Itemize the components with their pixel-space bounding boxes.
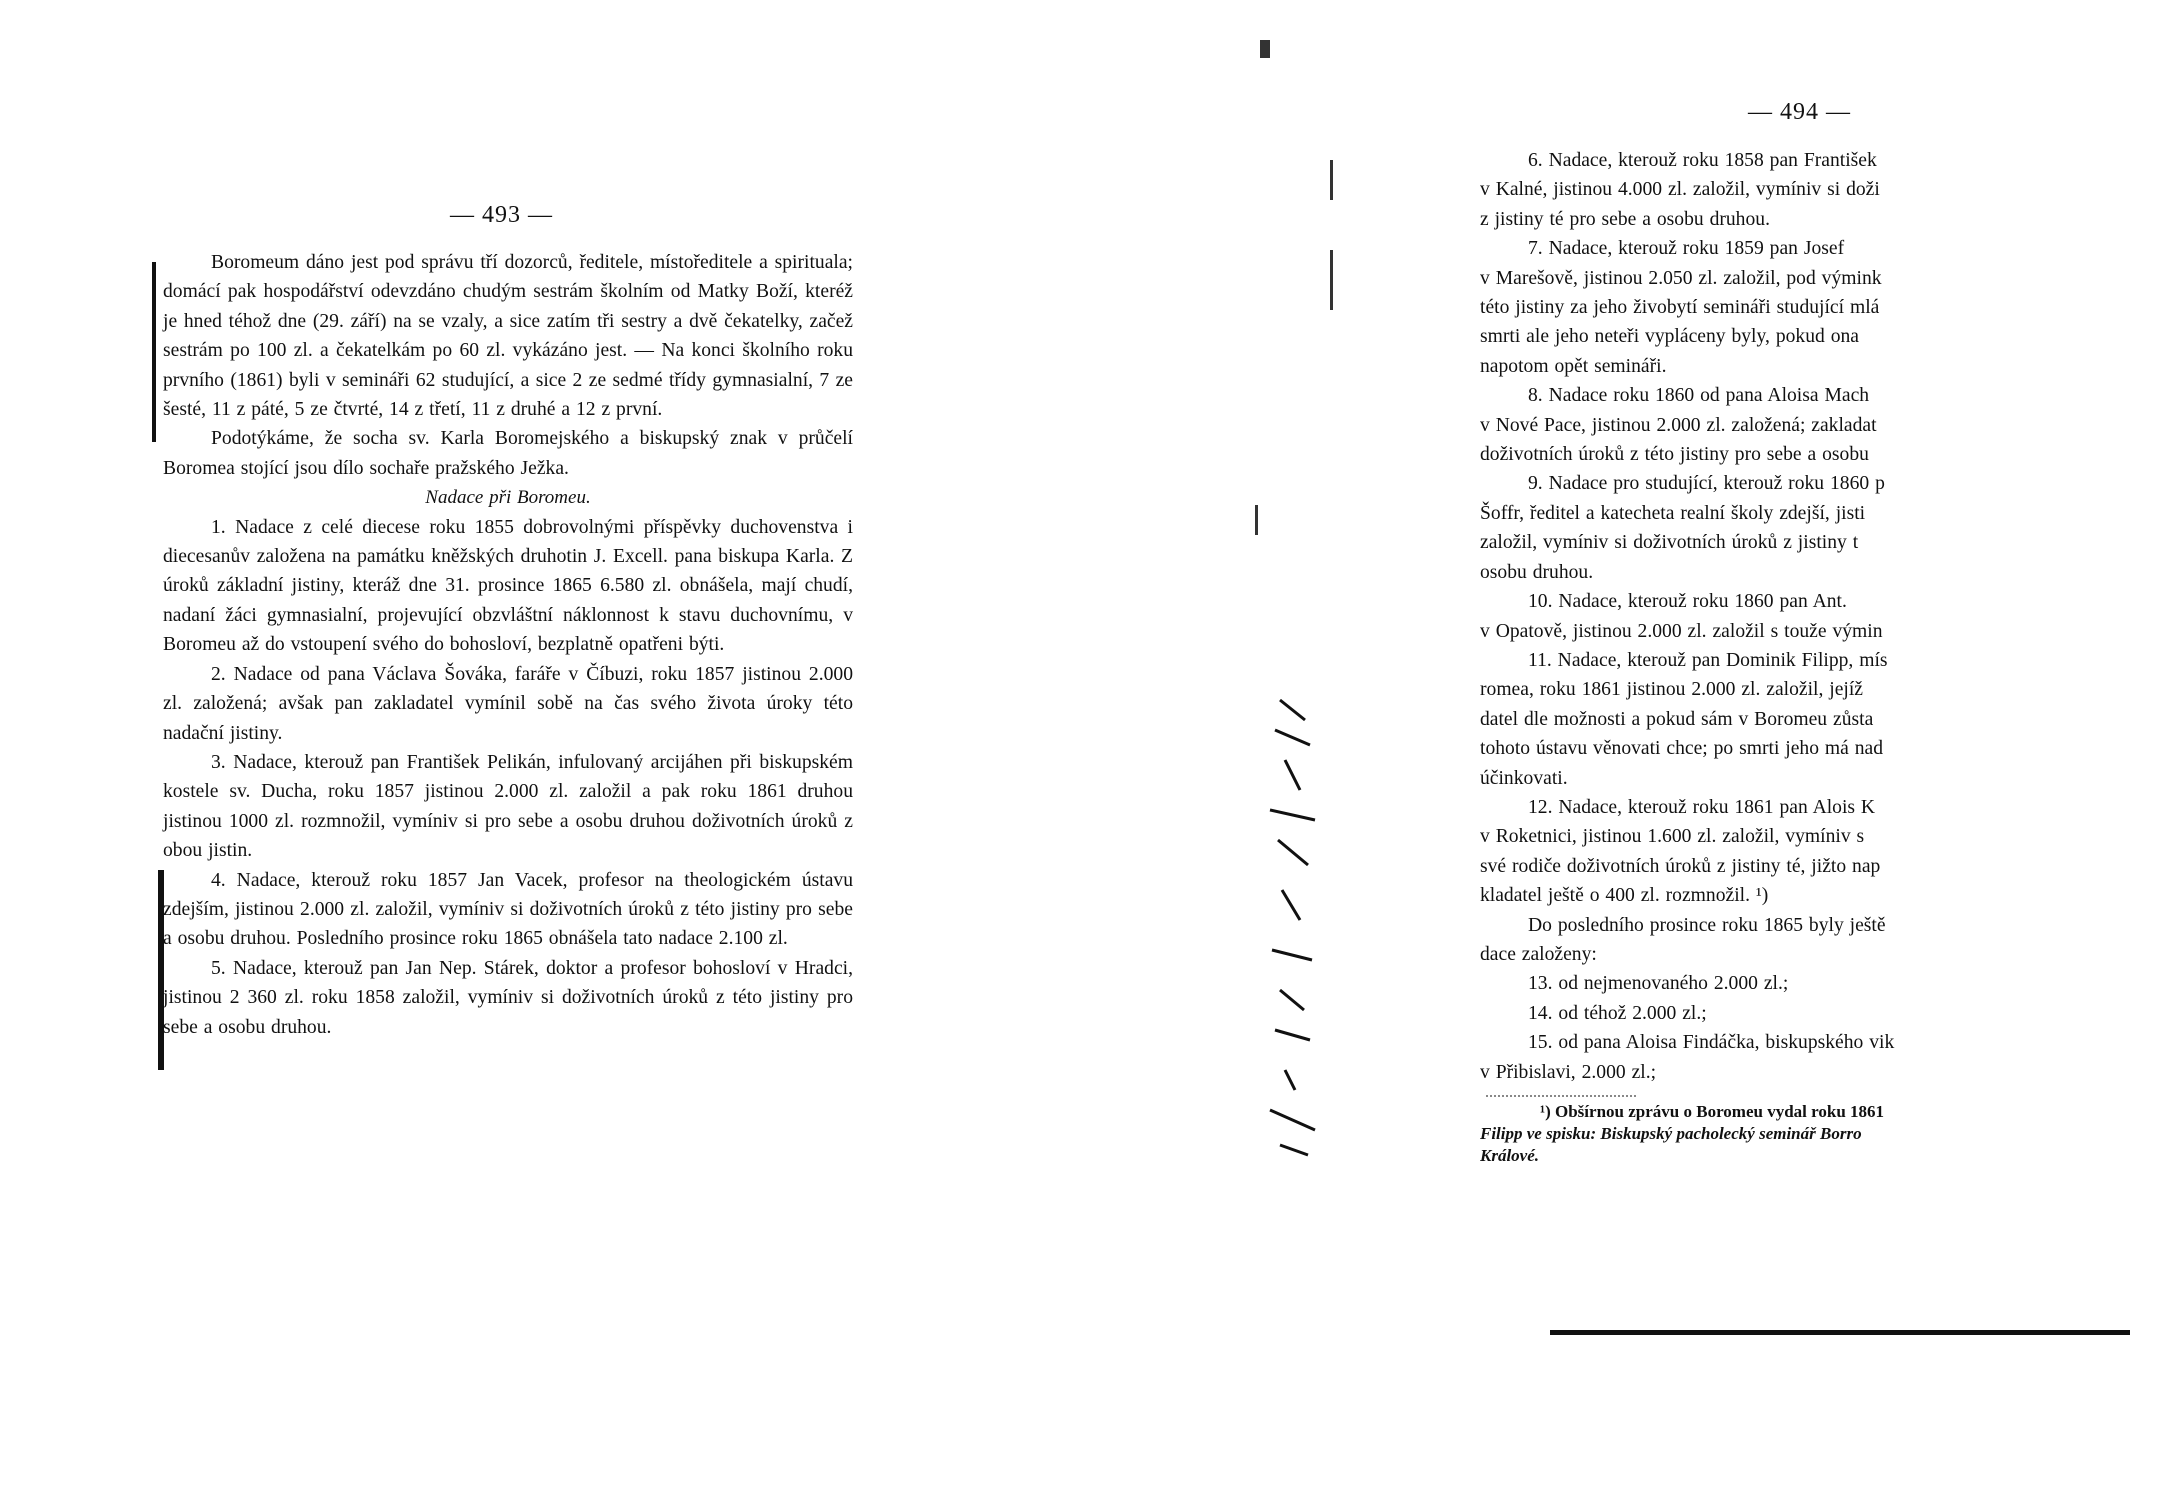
text-line: Šoffr, ředitel a katecheta realní školy zdejší, jisti: [1480, 502, 1866, 524]
text-line: 12. Nadace, kterouž roku 1861 pan Alois K: [1528, 796, 1876, 818]
footnote-line: ¹) Obšírnou zprávu o Boromeu vydal roku 1861: [1540, 1102, 1885, 1121]
text-line: 10. Nadace, kterouž roku 1860 pan Ant.: [1528, 591, 1847, 613]
text-line: dace založeny:: [1480, 943, 1597, 965]
text-line: 15. od pana Aloisa Findáčka, biskupského vik: [1528, 1032, 1895, 1054]
text-line: tohoto ústavu věnovati chce; po smrti jeho má nad: [1480, 738, 1884, 760]
right-text-column: [1480, 146, 2130, 1167]
text-line: v Marešově, jistinou 2.050 zl. založil, pod výmink: [1480, 267, 1882, 289]
margin-mark: [152, 262, 156, 442]
text-line: datel dle možnosti a pokud sám v Boromeu zůsta: [1480, 708, 1874, 730]
text-line: v Nové Pace, jistinou 2.000 zl. založená; zakladat: [1480, 414, 1877, 436]
page-number-493: — 493 —: [450, 202, 553, 228]
text-line: 7. Nadace, kterouž roku 1859 pan Josef: [1528, 238, 1845, 260]
text-line: této jistiny za jeho živobytí semináři studující mlá: [1480, 297, 1880, 319]
text-line: 13. od nejmenovaného 2.000 zl.;: [1528, 973, 1789, 995]
text-line: Do posledního prosince roku 1865 byly ještě: [1528, 914, 1886, 936]
text-line: v Opatově, jistinou 2.000 zl. založil s touže výmin: [1480, 620, 1883, 642]
text-line: v Roketnici, jistinou 1.600 zl. založil, vymíniv s: [1480, 826, 1865, 848]
footnote-line: Králové.: [1480, 1146, 1540, 1165]
left-text-column: [163, 248, 853, 1042]
text-line: kladatel ještě o 400 zl. rozmnožil. ¹): [1480, 885, 1769, 907]
text-line: 9. Nadace pro studující, kterouž roku 1860 p: [1528, 473, 1885, 495]
right-page: [1083, 0, 2166, 1500]
text-line: 11. Nadace, kterouž pan Dominik Filipp, mís: [1528, 649, 1888, 671]
text-line: 8. Nadace roku 1860 od pana Aloisa Mach: [1528, 385, 1870, 407]
text-line: 14. od téhož 2.000 zl.;: [1528, 1002, 1707, 1024]
text-line: 6. Nadace, kterouž roku 1858 pan František: [1528, 150, 1877, 171]
text-line: napotom opět semináři.: [1480, 355, 1667, 377]
text-line: založil, vymíniv si doživotních úroků z jistiny t: [1480, 532, 1859, 554]
section-heading: Nadace při Boromeu.: [425, 487, 591, 509]
page-bottom-rule: [1550, 1330, 2130, 1335]
list-item: 2. Nadace od pana Václava Šováka, faráře v Číbuzi, roku 1857 jistinou 2.000 zl. založená; avšak pan zakladatel vymínil sobě na čas svého života úroky této nadační jistiny.: [163, 663, 853, 744]
footnote-line: Filipp ve spisku: Biskupský pacholecký seminář Borro: [1480, 1124, 1862, 1143]
text-line: v Přibislavi, 2.000 zl.;: [1480, 1061, 1657, 1083]
footnote-separator: [1486, 1095, 1636, 1097]
text-line: romea, roku 1861 jistinou 2.000 zl. založil, jejíž: [1480, 679, 1864, 701]
text-line: z jistiny té pro sebe a osobu druhou.: [1480, 208, 1770, 230]
paragraph: Podotýkáme, že socha sv. Karla Boromejského a biskupský znak v průčelí Boromea stojící jsou dílo sochaře pražského Ježka.: [163, 428, 853, 479]
list-item: 5. Nadace, kterouž pan Jan Nep. Stárek, doktor a profesor bohosloví v Hradci, jistinou 2 360 zl. roku 1858 založil, vymíniv si doživotních úroků z této jistiny pro sebe a osobu druhou.: [163, 957, 853, 1038]
paragraph: Boromeum dáno jest pod správu tří dozorců, ředitele, místoředitele a spirituala; domácí pak hospodářství odevzdáno chudým sestrám školním od Matky Boží, kteréž je hned téhož dne (29. září) na se vzaly, a sice zatím tři sestry a dvě čekatelky, začež sestrám po 100 zl. a čekatelkám po 60 zl. vykázáno jest. — Na konci školního roku prvního (1861) byli v semináři 62 studující, a sice 2 ze sedmé třídy gymnasialní, 7 ze šesté, 11 z páté, 5 ze čtvrté, 14 z třetí, 11 z druhé a 12 z první.: [163, 252, 853, 421]
footnote: [1480, 1101, 2130, 1167]
text-line: doživotních úroků z této jistiny pro sebe a osobu: [1480, 444, 1869, 466]
text-line: osobu druhou.: [1480, 561, 1594, 583]
list-item: 4. Nadace, kterouž roku 1857 Jan Vacek, profesor na theologickém ústavu zdejším, jistinou 2.000 zl. založil, vymíniv si doživotních úroků z této jistiny pro sebe a osobu druhou. Posledního prosince roku 1865 obnášela tato nadace 2.100 zl.: [163, 869, 853, 950]
page-number-494: — 494 —: [1748, 99, 1851, 125]
list-item: 1. Nadace z celé diecese roku 1855 dobrovolnými příspěvky duchovenstva i diecesanův založena na památku kněžských druhotin J. Excell. pana biskupa Karla. Z úroků základní jistiny, kteráž dne 31. prosince 1865 6.580 zl. obnášela, mají chudí, nadaní žáci gymnasialní, projevující obzvláštní náklonnost k stavu duchovnímu, v Boromeu až do vstoupení svého do bohosloví, bezplatně opatřeni býti.: [163, 516, 853, 656]
list-item: 3. Nadace, kterouž pan František Pelikán, infulovaný arcijáhen při biskupském kostele sv. Ducha, roku 1857 jistinou 2.000 zl. založil a pak roku 1861 druhou jistinou 1000 zl. rozmnožil, vymíniv si pro sebe a osobu druhou doživotních úroků z obou jistin.: [163, 751, 853, 862]
text-line: v Kalné, jistinou 4.000 zl. založil, vymíniv si doži: [1480, 179, 1880, 201]
text-line: své rodiče doživotních úroků z jistiny té, jižto nap: [1480, 855, 1881, 877]
text-line: účinkovati.: [1480, 767, 1568, 789]
text-line: smrti ale jeho neteři vypláceny byly, pokud ona: [1480, 326, 1859, 348]
